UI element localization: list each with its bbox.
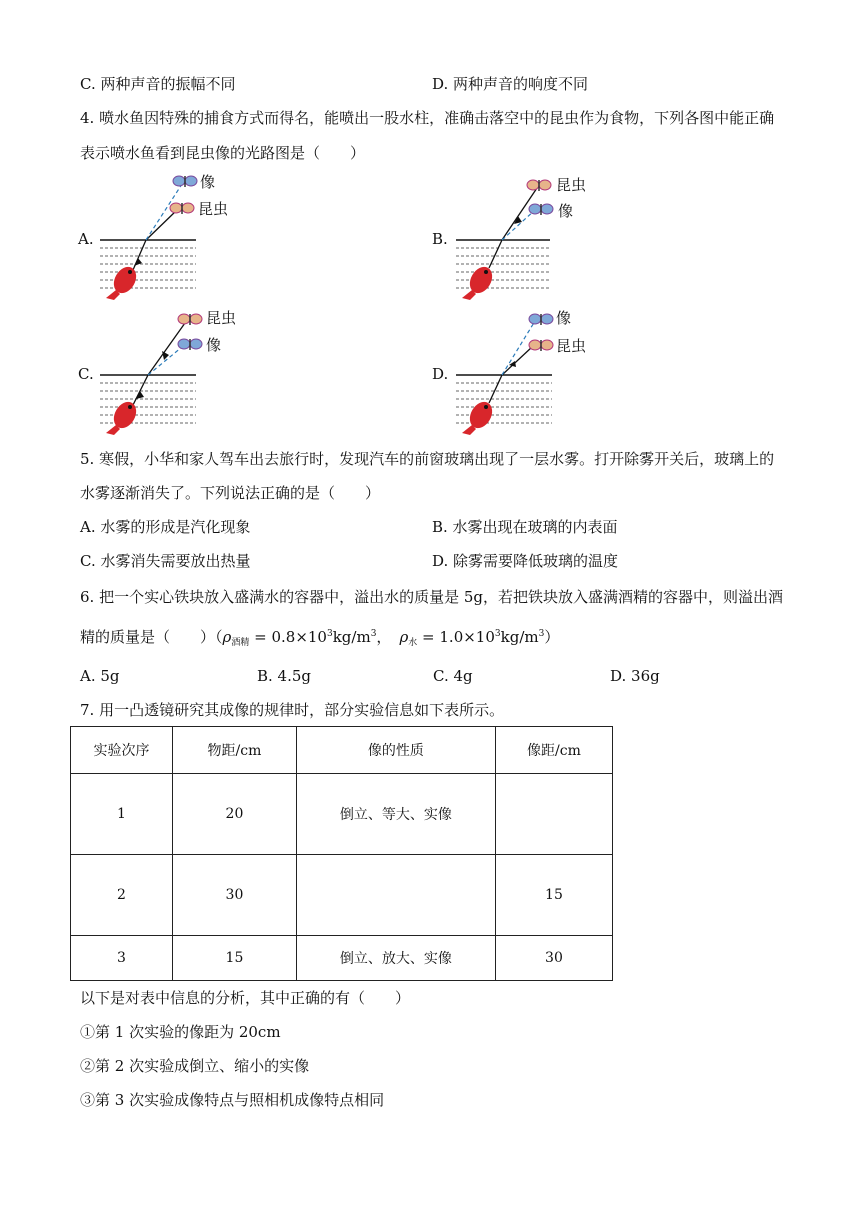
table-cell bbox=[495, 774, 612, 855]
fish-icon bbox=[462, 398, 497, 435]
figure-c-letter: C. bbox=[78, 365, 94, 383]
figure-d-bottom-label: 昆虫 bbox=[556, 337, 587, 355]
q3-option-d: D. 两种声音的响度不同 bbox=[432, 75, 589, 93]
q6-exp-alcohol: 3 bbox=[326, 629, 333, 639]
experiment-table bbox=[70, 726, 613, 981]
butterfly-icon-top bbox=[178, 314, 202, 325]
q6-option-a: A. 5g bbox=[80, 667, 120, 685]
q6-stem-prefix: 精的质量是（ ）（ bbox=[80, 628, 223, 646]
q5-stem-line2: 水雾逐渐消失了。下列说法正确的是（ ） bbox=[80, 484, 381, 502]
table-cell: 15 bbox=[495, 855, 612, 936]
table-cell: 2 bbox=[71, 855, 173, 936]
figure-d-top-label: 像 bbox=[556, 309, 572, 327]
figure-a-top-label: 像 bbox=[200, 173, 216, 191]
figure-b-letter: B. bbox=[432, 230, 448, 248]
q3-option-c: C. 两种声音的振幅不同 bbox=[80, 75, 236, 93]
table-cell: 15 bbox=[172, 936, 296, 981]
q7-statement-2: ②第 2 次实验成倒立、缩小的实像 bbox=[80, 1057, 310, 1075]
fish-icon bbox=[462, 263, 497, 300]
q7-analysis: 以下是对表中信息的分析，其中正确的有（ ） bbox=[80, 989, 411, 1007]
table-cell: 倒立、等大、实像 bbox=[296, 774, 495, 855]
q6-stem-line1: 6. 把一个实心铁块放入盛满水的容器中，溢出水的质量是 5g，若把铁块放入盛满酒精的容器中，则溢出酒 bbox=[80, 588, 783, 606]
figure-c-bottom-label: 像 bbox=[206, 336, 222, 354]
q4-figure-d bbox=[432, 305, 612, 440]
table-cell: 1 bbox=[71, 774, 173, 855]
q7-statement-3: ③第 3 次实验成像特点与照相机成像特点相同 bbox=[80, 1091, 385, 1109]
butterfly-icon-top bbox=[527, 180, 551, 191]
table-cell: 30 bbox=[172, 855, 296, 936]
q6-eq-water: = 1.0×10 bbox=[417, 628, 495, 646]
table-row bbox=[71, 855, 613, 936]
table-header-cell: 物距/cm bbox=[172, 727, 296, 774]
table-row bbox=[71, 774, 613, 855]
q7-stem: 7. 用一凸透镜研究其成像的规律时，部分实验信息如下表所示。 bbox=[80, 701, 505, 719]
figure-d-diagram bbox=[432, 305, 612, 440]
q5-option-a: A. 水雾的形成是汽化现象 bbox=[80, 518, 251, 536]
q6-sub-alcohol: 酒精 bbox=[231, 638, 250, 648]
fish-icon bbox=[106, 398, 141, 435]
q6-stem-line2 bbox=[80, 624, 559, 653]
figure-a-bottom-label: 昆虫 bbox=[198, 200, 229, 218]
table-cell: 3 bbox=[71, 936, 173, 981]
butterfly-icon-bottom bbox=[170, 203, 194, 214]
q6-rho-water: ρ bbox=[399, 628, 409, 646]
butterfly-icon-top bbox=[529, 314, 553, 325]
table-cell: 倒立、放大、实像 bbox=[296, 936, 495, 981]
q6-exp-water: 3 bbox=[494, 629, 501, 639]
q6-close: ） bbox=[544, 628, 560, 646]
table-header-cell: 像的性质 bbox=[296, 727, 495, 774]
fish-icon bbox=[106, 263, 141, 300]
q6-option-c: C. 4g bbox=[433, 667, 473, 685]
figure-c-top-label: 昆虫 bbox=[206, 309, 237, 327]
q4-stem-line1: 4. 喷水鱼因特殊的捕食方式而得名，能喷出一股水柱，准确击落空中的昆虫作为食物，下列各图中能正确 bbox=[80, 109, 775, 127]
figure-d-letter: D. bbox=[432, 365, 449, 383]
table-header-row bbox=[71, 727, 613, 774]
figure-b-diagram bbox=[432, 170, 612, 305]
q6-sub-water: 水 bbox=[408, 638, 418, 648]
q6-option-d: D. 36g bbox=[610, 667, 660, 685]
q4-stem-line2: 表示喷水鱼看到昆虫像的光路图是（ ） bbox=[80, 144, 366, 162]
butterfly-icon-bottom bbox=[529, 340, 553, 351]
butterfly-icon-top bbox=[173, 176, 197, 187]
figure-c-diagram bbox=[78, 305, 258, 440]
table-header-cell: 实验次序 bbox=[71, 727, 173, 774]
q6-rho-alcohol: ρ bbox=[222, 628, 232, 646]
q6-unit-exp-water: 3 bbox=[538, 629, 545, 639]
figure-a-letter: A. bbox=[78, 230, 94, 248]
q4-figure-b bbox=[432, 170, 612, 305]
q5-option-b: B. 水雾出现在玻璃的内表面 bbox=[432, 518, 618, 536]
q4-figure-a bbox=[78, 170, 248, 305]
table-cell: 20 bbox=[172, 774, 296, 855]
q5-stem-line1: 5. 寒假，小华和家人驾车出去旅行时，发现汽车的前窗玻璃出现了一层水雾。打开除雾开关后，玻璃上的 bbox=[80, 450, 775, 468]
q4-figure-c bbox=[78, 305, 258, 440]
q6-unit-water: kg/m bbox=[500, 628, 539, 646]
table-cell bbox=[296, 855, 495, 936]
q6-separator: ， bbox=[376, 628, 392, 646]
q6-option-b: B. 4.5g bbox=[257, 667, 312, 685]
q6-eq-alcohol: = 0.8×10 bbox=[249, 628, 327, 646]
table-cell: 30 bbox=[495, 936, 612, 981]
butterfly-icon-bottom bbox=[529, 204, 553, 215]
figure-b-top-label: 昆虫 bbox=[556, 176, 587, 194]
figure-a-diagram bbox=[78, 170, 248, 305]
q6-unit-exp-alcohol: 3 bbox=[370, 629, 377, 639]
q5-option-c: C. 水雾消失需要放出热量 bbox=[80, 552, 251, 570]
q5-option-d: D. 除雾需要降低玻璃的温度 bbox=[432, 552, 619, 570]
figure-b-bottom-label: 像 bbox=[558, 202, 574, 220]
table-row bbox=[71, 936, 613, 981]
butterfly-icon-bottom bbox=[178, 339, 202, 350]
q6-unit-alcohol: kg/m bbox=[332, 628, 371, 646]
q7-statement-1: ①第 1 次实验的像距为 20cm bbox=[80, 1023, 281, 1041]
table-header-cell: 像距/cm bbox=[495, 727, 612, 774]
